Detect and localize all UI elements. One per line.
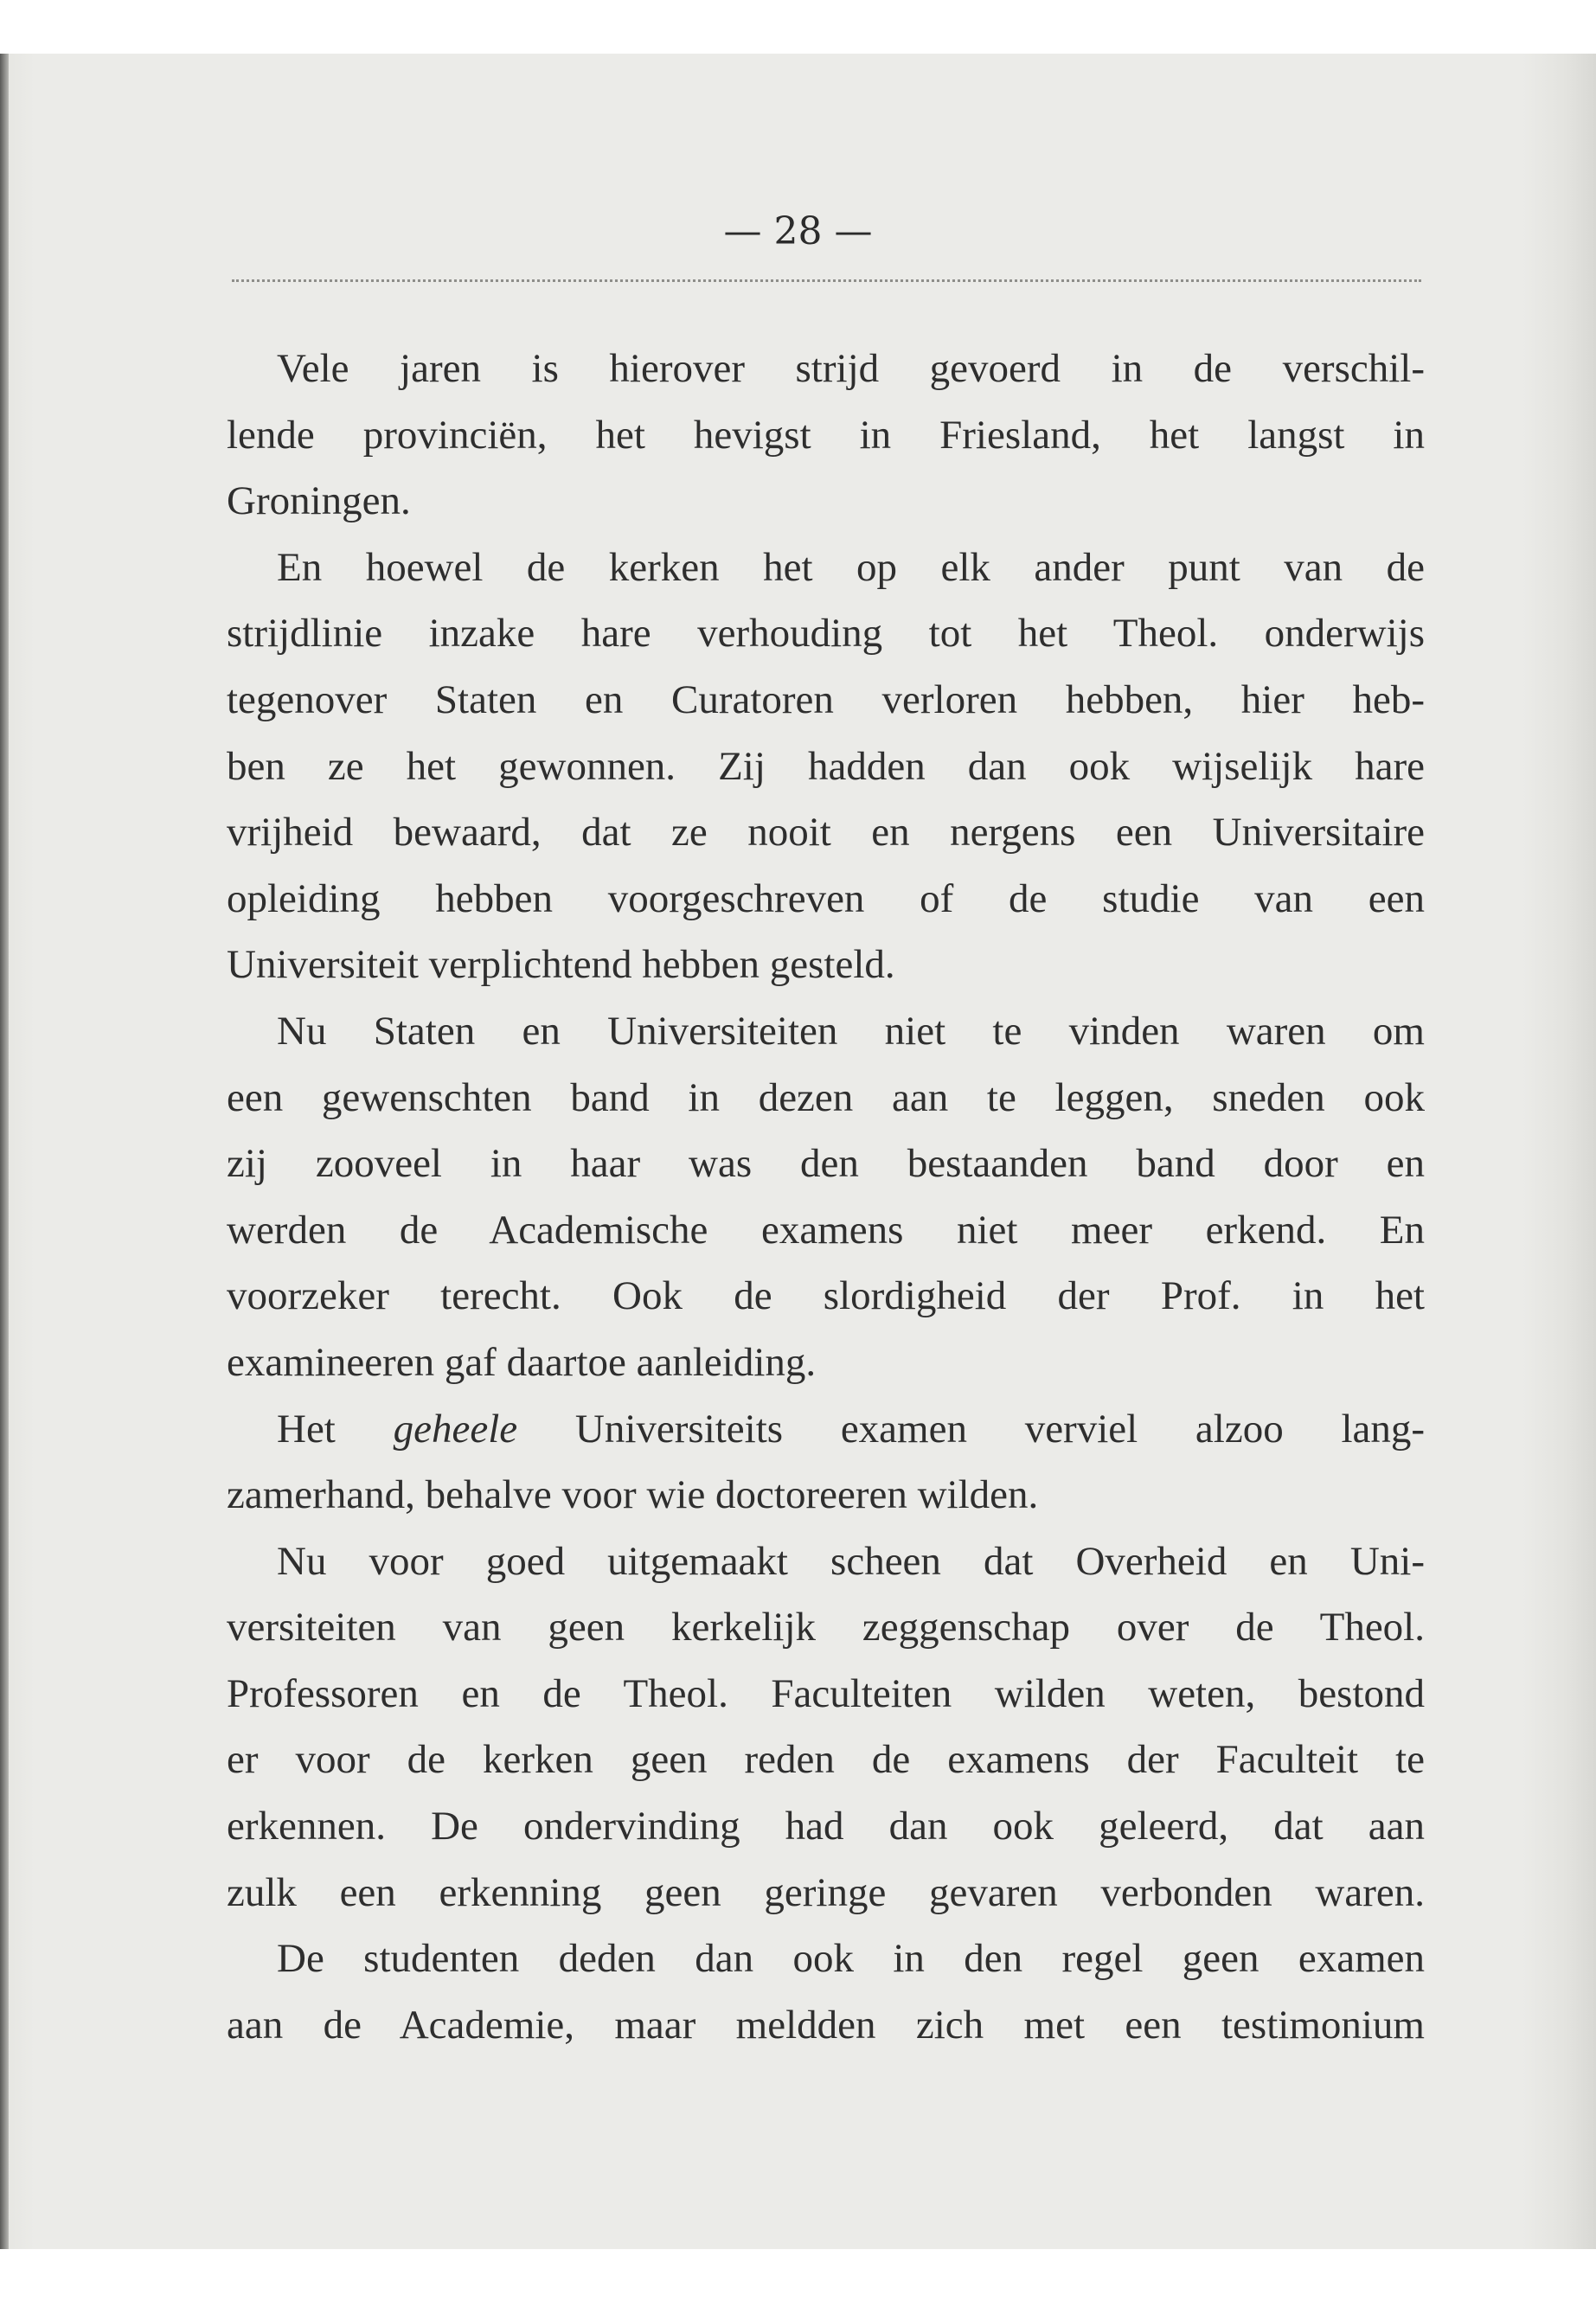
text-line: werden de Academische examens niet meer erkend. En: [227, 1207, 1425, 1253]
text-line: De studenten deden dan ook in den regel geen examen: [277, 1936, 1425, 1982]
text-line: voorzeker terecht. Ook de slordigheid der Prof. in het: [227, 1273, 1425, 1319]
text-line: zamerhand, behalve voor wie doctoreeren wilden.: [227, 1472, 1039, 1518]
text-line: Nu Staten en Universiteiten niet te vinden waren om: [277, 1008, 1425, 1054]
text-line: Groningen.: [227, 478, 411, 524]
text-line: Nu voor goed uitgemaakt scheen dat Overheid en Uni-: [277, 1538, 1425, 1584]
text-line: examineeren gaf daartoe aanleiding.: [227, 1339, 817, 1385]
text-line: [227, 1396, 1425, 1463]
text-line: ben ze het gewonnen. Zij hadden dan ook wijselijk hare: [227, 743, 1425, 789]
header-dotted-rule: [232, 279, 1421, 282]
italic-word: geheele: [393, 1406, 518, 1452]
text-segment: Universiteits examen verviel alzoo lang-: [574, 1406, 1426, 1452]
text-line: En hoewel de kerken het op elk ander punt van de: [277, 544, 1425, 590]
text-line: lende provinciën, het hevigst in Friesland, het langst in: [227, 412, 1425, 458]
text-line: zulk een erkenning geen geringe gevaren verbonden waren.: [227, 1869, 1425, 1915]
body-text: [227, 336, 1425, 2058]
text-line: erkennen. De ondervinding had dan ook geleerd, dat aan: [227, 1804, 1425, 1849]
page-number: — 28 —: [723, 209, 873, 253]
text-line: Vele jaren is hierover strijd gevoerd in de verschil-: [277, 346, 1425, 391]
text-line: strijdlinie inzake hare verhouding tot het Theol. onderwijs: [227, 611, 1425, 657]
text-segment: Het: [277, 1406, 336, 1452]
text-line: tegenover Staten en Curatoren verloren hebben, hier heb-: [227, 676, 1425, 722]
text-line: aan de Academie, maar meldden zich met een testimonium: [227, 2002, 1425, 2048]
text-line: vrijheid bewaard, dat ze nooit en nergens een Universitaire: [227, 810, 1425, 856]
text-line: een gewenschten band in dezen aan te leggen, sneden ook: [227, 1074, 1425, 1120]
text-line: Universiteit verplichtend hebben gesteld.: [227, 942, 895, 988]
book-spine-shadow: [0, 54, 9, 2249]
text-line: Professoren en de Theol. Faculteiten wilden weten, bestond: [227, 1670, 1425, 1716]
text-line: zij zooveel in haar was den bestaanden band door en: [227, 1141, 1425, 1187]
text-line: versiteiten van geen kerkelijk zeggenschap over de Theol.: [227, 1605, 1425, 1650]
text-line: opleiding hebben voorgeschreven of de studie van een: [227, 875, 1425, 921]
text-line: er voor de kerken geen reden de examens der Faculteit te: [227, 1737, 1425, 1783]
